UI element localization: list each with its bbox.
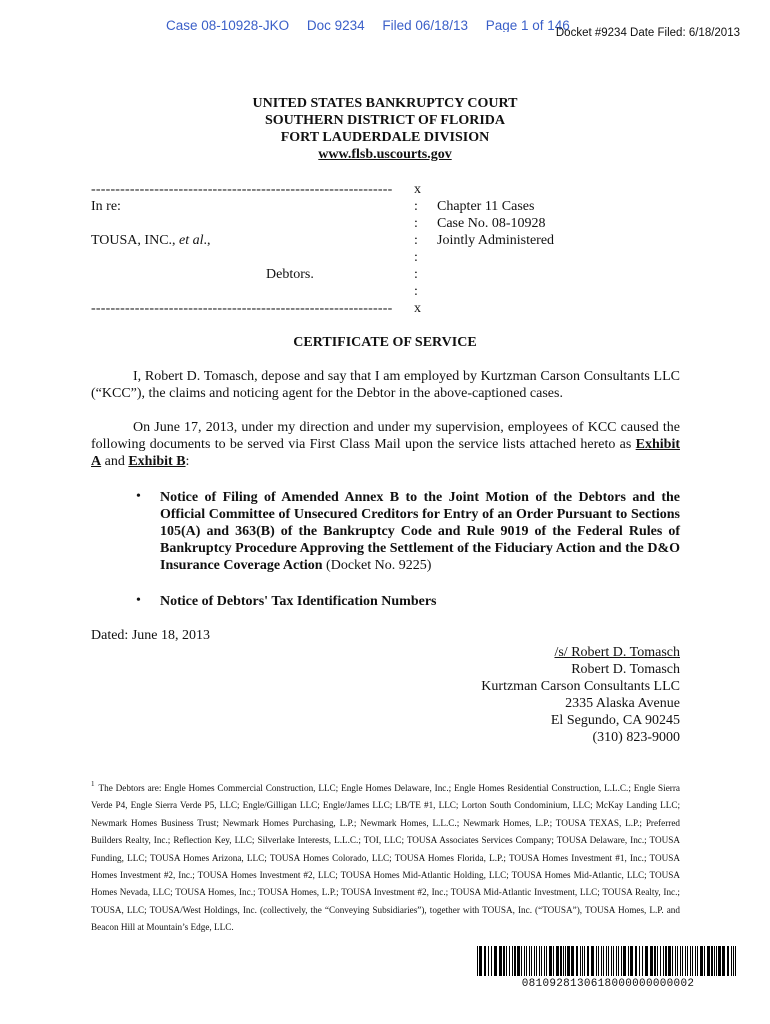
barcode-bar [553,946,554,976]
barcode-bar [531,946,532,976]
barcode-bar [534,946,535,976]
case-number-label: Case No. 08-10928 [437,216,546,231]
barcode-bar [635,946,637,976]
exhibit-b-link[interactable]: Exhibit B [128,454,186,469]
debtor-suffix: ., [203,233,211,248]
barcode-bar [704,946,705,976]
paragraph-2-text: On June 17, 2013, under my direction and under my supervision, employees of KCC caused the following documents to be served via First Class Mail upon the service lists attached hereto as [91,420,680,452]
barcode-bar [657,946,658,976]
docket-stamp: Docket #9234 Date Filed: 6/18/2013 [555,27,740,39]
barcode-bar [565,946,566,976]
caption-colon: : [414,284,418,299]
barcode-bar [675,946,676,976]
chapter-label: Chapter 11 Cases [437,199,535,214]
bullet-marker: • [136,593,141,608]
docket-barcode [477,946,739,976]
barcode-bar [598,946,599,976]
signer-address-1: 2335 Alaska Avenue [565,696,680,711]
debtor-name [91,232,211,249]
et-al-italic: et al [179,233,204,248]
footnote-marker: 1 [91,780,95,788]
court-url-wrap [0,146,770,163]
barcode-bar [630,946,633,976]
barcode-bar [576,946,578,976]
barcode-bar [642,946,643,976]
caption-top-rule: -------------------------------------------------------------- [91,182,393,197]
barcode-bar [608,946,609,976]
barcode-bar [672,946,673,976]
barcode-bar [484,946,486,976]
signer-name: Robert D. Tomasch [571,662,680,677]
barcode-bar [663,946,664,976]
caption-colon: : [414,267,418,282]
barcode-bar [479,946,482,976]
barcode-bar [611,946,612,976]
certificate-paragraph-2 [91,419,680,470]
barcode-bar [544,946,545,976]
barcode-bar [733,946,734,976]
barcode-bar [613,946,614,976]
barcode-bar [494,946,497,976]
barcode-bar [567,946,570,976]
barcode-bar [603,946,604,976]
barcode-bar [660,946,661,976]
paragraph-2-end: : [185,454,190,469]
barcode-bar [606,946,607,976]
barcode-bar [521,946,522,976]
signature-block [481,644,680,746]
served-document-1-title: Notice of Filing of Amended Annex B to the Joint Motion of the Debtors and the Official Committee of Unsecured Creditors for Entry of an Order Pursuant to Sections 105(A) and 363(B) of the Bankruptcy Code and Rule 9019 of the Federal Rules of Bankruptcy Procedure Approving the Settlement of the Fiduciary Action and the D&O Insurance Coverage Action [160,490,680,573]
barcode-bar [539,946,540,976]
barcode-bar [591,946,594,976]
page-count: Page 1 of 146 [485,18,570,32]
doc-number: Doc 9234 [306,18,365,32]
barcode-bar [700,946,703,976]
barcode-bar [503,946,505,976]
caption-bottom-rule: -------------------------------------------------------------- [91,301,393,316]
barcode-bar [697,946,698,976]
barcode-bar [477,946,478,976]
barcode-bar [668,946,671,976]
barcode-bar [560,946,562,976]
footnote [91,776,680,937]
barcode-bar [584,946,585,976]
court-name: UNITED STATES BANKRUPTCY COURT [252,96,518,111]
barcode-bar [690,946,691,976]
dated-line: Dated: June 18, 2013 [91,628,210,643]
barcode-bar [517,946,520,976]
barcode-bar [512,946,513,976]
barcode-bar [654,946,656,976]
barcode-bar [571,946,574,976]
jointly-administered-label: Jointly Administered [437,233,555,248]
served-document-1-docket: (Docket No. 9225) [322,558,432,573]
barcode-bar [563,946,564,976]
barcode-bar [491,946,492,976]
barcode-bar [499,946,502,976]
signer-address-2: El Segundo, CA 90245 [550,713,680,728]
caption-colon: : [414,199,418,214]
caption-colon: : [414,250,418,265]
court-url-link[interactable]: www.flsb.uscourts.gov [318,147,452,162]
barcode-bar [623,946,626,976]
barcode-bar [714,946,715,976]
barcode-bar [718,946,721,976]
barcode-bar [628,946,629,976]
debtor-name-text: TOUSA, INC., [91,233,180,248]
certificate-paragraph-1: I, Robert D. Tomasch, depose and say that I am employed by Kurtzman Carson Consultants LLC (“KCC”), the claims and noticing agent for the Debtor in the above-captioned cases. [91,369,680,401]
certificate-title: CERTIFICATE OF SERVICE [293,335,477,350]
barcode-bar [687,946,688,976]
barcode-bar [526,946,527,976]
in-re-label: In re: [91,199,121,214]
barcode-bar [616,946,617,976]
barcode-bar [680,946,681,976]
barcode-bar [682,946,683,976]
barcode-bar [692,946,693,976]
caption-colon: : [414,233,418,248]
signer-company: Kurtzman Carson Consultants LLC [481,679,680,694]
barcode-bar [514,946,516,976]
barcode-bar [596,946,597,976]
barcode-bar [722,946,725,976]
barcode-bar [707,946,710,976]
barcode-bar [536,946,537,976]
barcode-bar [529,946,530,976]
barcode-bar [580,946,581,976]
barcode-bar [650,946,653,976]
court-district: SOUTHERN DISTRICT OF FLORIDA [265,113,505,128]
barcode-bar [727,946,729,976]
paragraph-2-and: and [101,454,129,469]
barcode-bar [677,946,678,976]
case-number: Case 08-10928-JKO [166,18,290,32]
barcode-bar [645,946,648,976]
caption-x-top: x [414,182,421,197]
barcode-bar [509,946,510,976]
barcode-bar [618,946,619,976]
caption-colon: : [414,216,418,231]
barcode-bar [549,946,552,976]
exhibit-a-link[interactable]: Exhibit A [91,437,680,469]
barcode-bar [735,946,736,976]
barcode-bar [556,946,559,976]
barcode-bar [716,946,717,976]
caption-x-bottom: x [414,301,421,316]
signer-phone: (310) 823-9000 [592,730,680,745]
court-division: FORT LAUDERDALE DIVISION [280,130,490,145]
barcode-bar [695,946,696,976]
debtors-label: Debtors. [266,267,314,282]
served-document-2: Notice of Debtors' Tax Identification Numbers [160,594,437,609]
barcode-bar [601,946,602,976]
footnote-text: The Debtors are: Engle Homes Commercial Construction, LLC; Engle Homes Delaware, Inc.; Engle Homes Residential Construction, L.L.C.; Engle Sierra Verde P4, Engle Sierra Verde P5, LLC; Engle/Gilligan LLC; Engle/James LLC; LB/TE #1, LLC; Lorton South Condominium, LLC; McKay Landing LLC; Newmark Homes Business Trust; Newmark Homes Purchasing, L.P.; Newmark Homes, L.L.C.; Newmark Homes, L.P.; TOUSA TEXAS, L.P.; Preferred Builders Realty, Inc.; Reflection Key, LLC; Silverlake Interests, L.L.C.; TOI, LLC; TOUSA Associates Services Company; TOUSA Delaware, Inc.; TOUSA Funding, LLC; TOUSA Homes Arizona, LLC; TOUSA Homes Colorado, LLC; TOUSA Homes Florida, L.P.; TOUSA Homes Investment #1, Inc.; TOUSA Homes Investment #2, Inc.; TOUSA Homes Investment #2, LLC; TOUSA Homes Mid-Atlantic Holding, LLC; TOUSA Homes Mid-Atlantic, LLC; TOUSA Homes Nevada, LLC; TOUSA Homes, Inc.; TOUSA Homes, L.P.; TOUSA Investment #2, Inc.; TOUSA Mid-Atlantic Investment, LLC; TOUSA Realty, Inc.; TOUSA, LLC; TOUSA/West Holdings, Inc. (collectively, the “Conveying Subsidiaries”), together with TOUSA, Inc. (“TOUSA”), TOUSA Homes, L.P. and Beacon Hill at Mountain’s Edge, LLC. [91,783,680,933]
barcode-bar [506,946,507,976]
barcode-bar [731,946,732,976]
barcode-bar [524,946,525,976]
barcode-number: 0810928130618000000000002 [521,978,695,990]
barcode-bar [665,946,667,976]
barcode-bar [621,946,622,976]
filed-date: Filed 06/18/13 [382,18,468,32]
barcode-bar [685,946,686,976]
barcode-bar [639,946,640,976]
bullet-marker: • [136,489,141,504]
barcode-bar [711,946,713,976]
barcode-bar [582,946,583,976]
signature-slash-s: /s/ Robert D. Tomasch [554,645,680,660]
barcode-bar [541,946,542,976]
barcode-bar [587,946,589,976]
served-document-1 [160,489,680,574]
barcode-bar [546,946,547,976]
barcode-bar [488,946,489,976]
